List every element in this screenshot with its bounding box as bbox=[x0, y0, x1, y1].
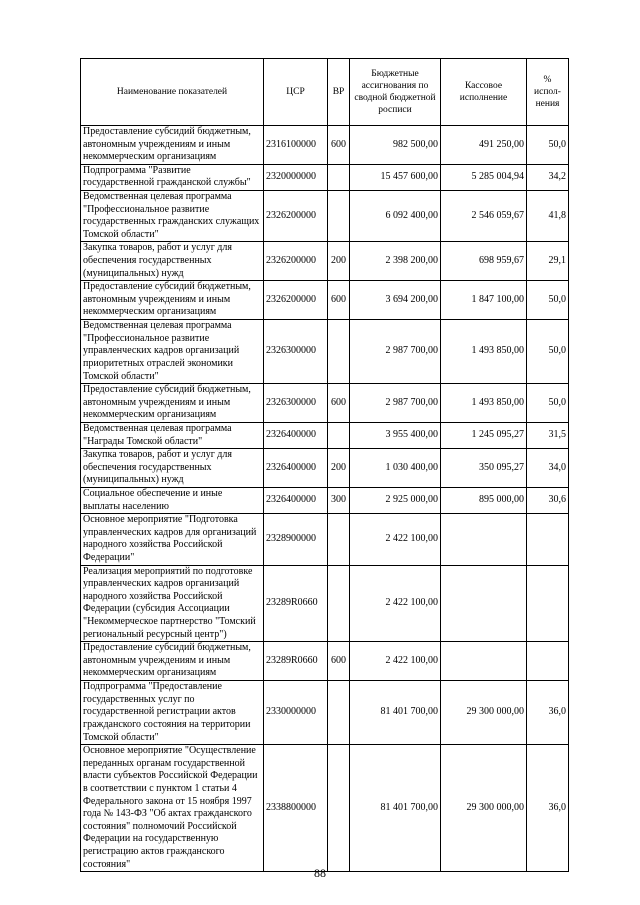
cell-percent: 30,6 bbox=[527, 488, 569, 514]
table-row bbox=[81, 384, 569, 423]
cell-name: Подпрограмма "Предоставление государственных услуг по государственной регистрации актов гражданского состояния на территории Томской области" bbox=[81, 681, 264, 745]
cell-vr bbox=[328, 190, 350, 241]
cell-csr: 2330000000 bbox=[264, 681, 328, 745]
cell-percent: 50,0 bbox=[527, 281, 569, 320]
cell-name: Предоставление субсидий бюджетным, автономным учреждениям и иным некоммерческим организациям bbox=[81, 126, 264, 165]
cell-allocations: 3 694 200,00 bbox=[350, 281, 441, 320]
table-row bbox=[81, 164, 569, 190]
cell-percent bbox=[527, 642, 569, 681]
table-row bbox=[81, 514, 569, 565]
cell-name: Закупка товаров, работ и услуг для обеспечения государственных (муниципальных) нужд bbox=[81, 449, 264, 488]
cell-execution: 1 493 850,00 bbox=[441, 384, 527, 423]
cell-allocations: 2 422 100,00 bbox=[350, 514, 441, 565]
header-percent: % испол-нения bbox=[527, 59, 569, 126]
cell-percent: 34,2 bbox=[527, 164, 569, 190]
cell-vr bbox=[328, 681, 350, 745]
cell-execution: 29 300 000,00 bbox=[441, 745, 527, 872]
cell-vr: 200 bbox=[328, 449, 350, 488]
cell-vr: 600 bbox=[328, 126, 350, 165]
cell-csr: 2326400000 bbox=[264, 488, 328, 514]
cell-percent: 31,5 bbox=[527, 423, 569, 449]
table-row bbox=[81, 642, 569, 681]
cell-csr: 2338800000 bbox=[264, 745, 328, 872]
cell-name: Закупка товаров, работ и услуг для обеспечения государственных (муниципальных) нужд bbox=[81, 242, 264, 281]
cell-allocations: 1 030 400,00 bbox=[350, 449, 441, 488]
header-allocations: Бюджетные ассигнования по сводной бюджетной росписи bbox=[350, 59, 441, 126]
page-number: 88 bbox=[314, 866, 326, 880]
cell-allocations: 15 457 600,00 bbox=[350, 164, 441, 190]
cell-vr: 300 bbox=[328, 488, 350, 514]
cell-execution bbox=[441, 642, 527, 681]
cell-percent: 34,0 bbox=[527, 449, 569, 488]
cell-execution: 895 000,00 bbox=[441, 488, 527, 514]
table-row bbox=[81, 242, 569, 281]
cell-csr: 2326300000 bbox=[264, 320, 328, 384]
cell-allocations: 2 398 200,00 bbox=[350, 242, 441, 281]
cell-execution bbox=[441, 514, 527, 565]
cell-name: Ведомственная целевая программа "Профессиональное развитие управленческих кадров организаций приоритетных отраслей экономики Томской области" bbox=[81, 320, 264, 384]
cell-csr: 2326300000 bbox=[264, 384, 328, 423]
cell-name: Ведомственная целевая программа "Профессиональное развитие государственных гражданских служащих Томской области" bbox=[81, 190, 264, 241]
cell-execution: 5 285 004,94 bbox=[441, 164, 527, 190]
cell-percent bbox=[527, 565, 569, 642]
cell-name: Социальное обеспечение и иные выплаты населению bbox=[81, 488, 264, 514]
cell-csr: 2326400000 bbox=[264, 423, 328, 449]
cell-allocations: 2 925 000,00 bbox=[350, 488, 441, 514]
cell-csr: 2326200000 bbox=[264, 190, 328, 241]
cell-percent: 50,0 bbox=[527, 320, 569, 384]
cell-vr bbox=[328, 164, 350, 190]
cell-execution: 1 493 850,00 bbox=[441, 320, 527, 384]
cell-name: Основное мероприятие "Подготовка управленческих кадров для организаций народного хозяйства Российской Федерации" bbox=[81, 514, 264, 565]
cell-allocations: 2 987 700,00 bbox=[350, 320, 441, 384]
cell-execution: 1 847 100,00 bbox=[441, 281, 527, 320]
cell-percent: 50,0 bbox=[527, 126, 569, 165]
cell-csr: 2326400000 bbox=[264, 449, 328, 488]
cell-allocations: 81 401 700,00 bbox=[350, 745, 441, 872]
cell-csr: 23289R0660 bbox=[264, 565, 328, 642]
table-row bbox=[81, 320, 569, 384]
cell-allocations: 3 955 400,00 bbox=[350, 423, 441, 449]
cell-execution: 2 546 059,67 bbox=[441, 190, 527, 241]
cell-vr: 200 bbox=[328, 242, 350, 281]
cell-allocations: 982 500,00 bbox=[350, 126, 441, 165]
cell-vr bbox=[328, 320, 350, 384]
cell-name: Ведомственная целевая программа "Награды Томской области" bbox=[81, 423, 264, 449]
cell-allocations: 2 422 100,00 bbox=[350, 565, 441, 642]
cell-name: Предоставление субсидий бюджетным, автономным учреждениям и иным некоммерческим организациям bbox=[81, 281, 264, 320]
cell-percent: 29,1 bbox=[527, 242, 569, 281]
cell-allocations: 81 401 700,00 bbox=[350, 681, 441, 745]
cell-csr: 2320000000 bbox=[264, 164, 328, 190]
cell-csr: 2316100000 bbox=[264, 126, 328, 165]
cell-name: Реализация мероприятий по подготовке управленческих кадров организаций народного хозяйства Российской Федерации (субсидия Ассоциации "Некоммерческое партнерство "Томский региональный ресурсный центр") bbox=[81, 565, 264, 642]
cell-execution: 1 245 095,27 bbox=[441, 423, 527, 449]
cell-percent: 36,0 bbox=[527, 745, 569, 872]
cell-allocations: 2 422 100,00 bbox=[350, 642, 441, 681]
cell-name: Предоставление субсидий бюджетным, автономным учреждениям и иным некоммерческим организациям bbox=[81, 642, 264, 681]
cell-vr bbox=[328, 423, 350, 449]
table-row bbox=[81, 488, 569, 514]
table-row bbox=[81, 745, 569, 872]
cell-name: Основное мероприятие "Осуществление переданных органам государственной власти субъектов Российской Федерации в соответствии с пунктом 1 статьи 4 Федерального закона от 15 ноября 1997 года № 143-ФЗ "Об актах гражданского состояния" полномочий Российской Федерации на государственную регистрацию актов гражданского состояния" bbox=[81, 745, 264, 872]
cell-csr: 2328900000 bbox=[264, 514, 328, 565]
cell-execution: 491 250,00 bbox=[441, 126, 527, 165]
cell-allocations: 2 987 700,00 bbox=[350, 384, 441, 423]
cell-csr: 2326200000 bbox=[264, 281, 328, 320]
cell-allocations: 6 092 400,00 bbox=[350, 190, 441, 241]
cell-vr bbox=[328, 745, 350, 872]
header-execution: Кассовое исполнение bbox=[441, 59, 527, 126]
cell-percent: 41,8 bbox=[527, 190, 569, 241]
header-vr: ВР bbox=[328, 59, 350, 126]
cell-vr bbox=[328, 514, 350, 565]
cell-execution: 350 095,27 bbox=[441, 449, 527, 488]
header-csr: ЦСР bbox=[264, 59, 328, 126]
cell-vr: 600 bbox=[328, 642, 350, 681]
cell-csr: 2326200000 bbox=[264, 242, 328, 281]
cell-percent: 50,0 bbox=[527, 384, 569, 423]
cell-execution: 29 300 000,00 bbox=[441, 681, 527, 745]
table-row bbox=[81, 681, 569, 745]
cell-percent: 36,0 bbox=[527, 681, 569, 745]
cell-execution bbox=[441, 565, 527, 642]
budget-table bbox=[80, 58, 569, 872]
cell-name: Предоставление субсидий бюджетным, автономным учреждениям и иным некоммерческим организациям bbox=[81, 384, 264, 423]
header-name: Наименование показателей bbox=[81, 59, 264, 126]
table-row bbox=[81, 449, 569, 488]
table-header-row bbox=[81, 59, 569, 126]
cell-csr: 23289R0660 bbox=[264, 642, 328, 681]
cell-name: Подпрограмма "Развитие государственной гражданской службы" bbox=[81, 164, 264, 190]
table-row bbox=[81, 126, 569, 165]
cell-vr bbox=[328, 565, 350, 642]
cell-execution: 698 959,67 bbox=[441, 242, 527, 281]
cell-vr: 600 bbox=[328, 384, 350, 423]
table-row bbox=[81, 423, 569, 449]
table-row bbox=[81, 565, 569, 642]
cell-percent bbox=[527, 514, 569, 565]
table-row bbox=[81, 190, 569, 241]
table-row bbox=[81, 281, 569, 320]
cell-vr: 600 bbox=[328, 281, 350, 320]
